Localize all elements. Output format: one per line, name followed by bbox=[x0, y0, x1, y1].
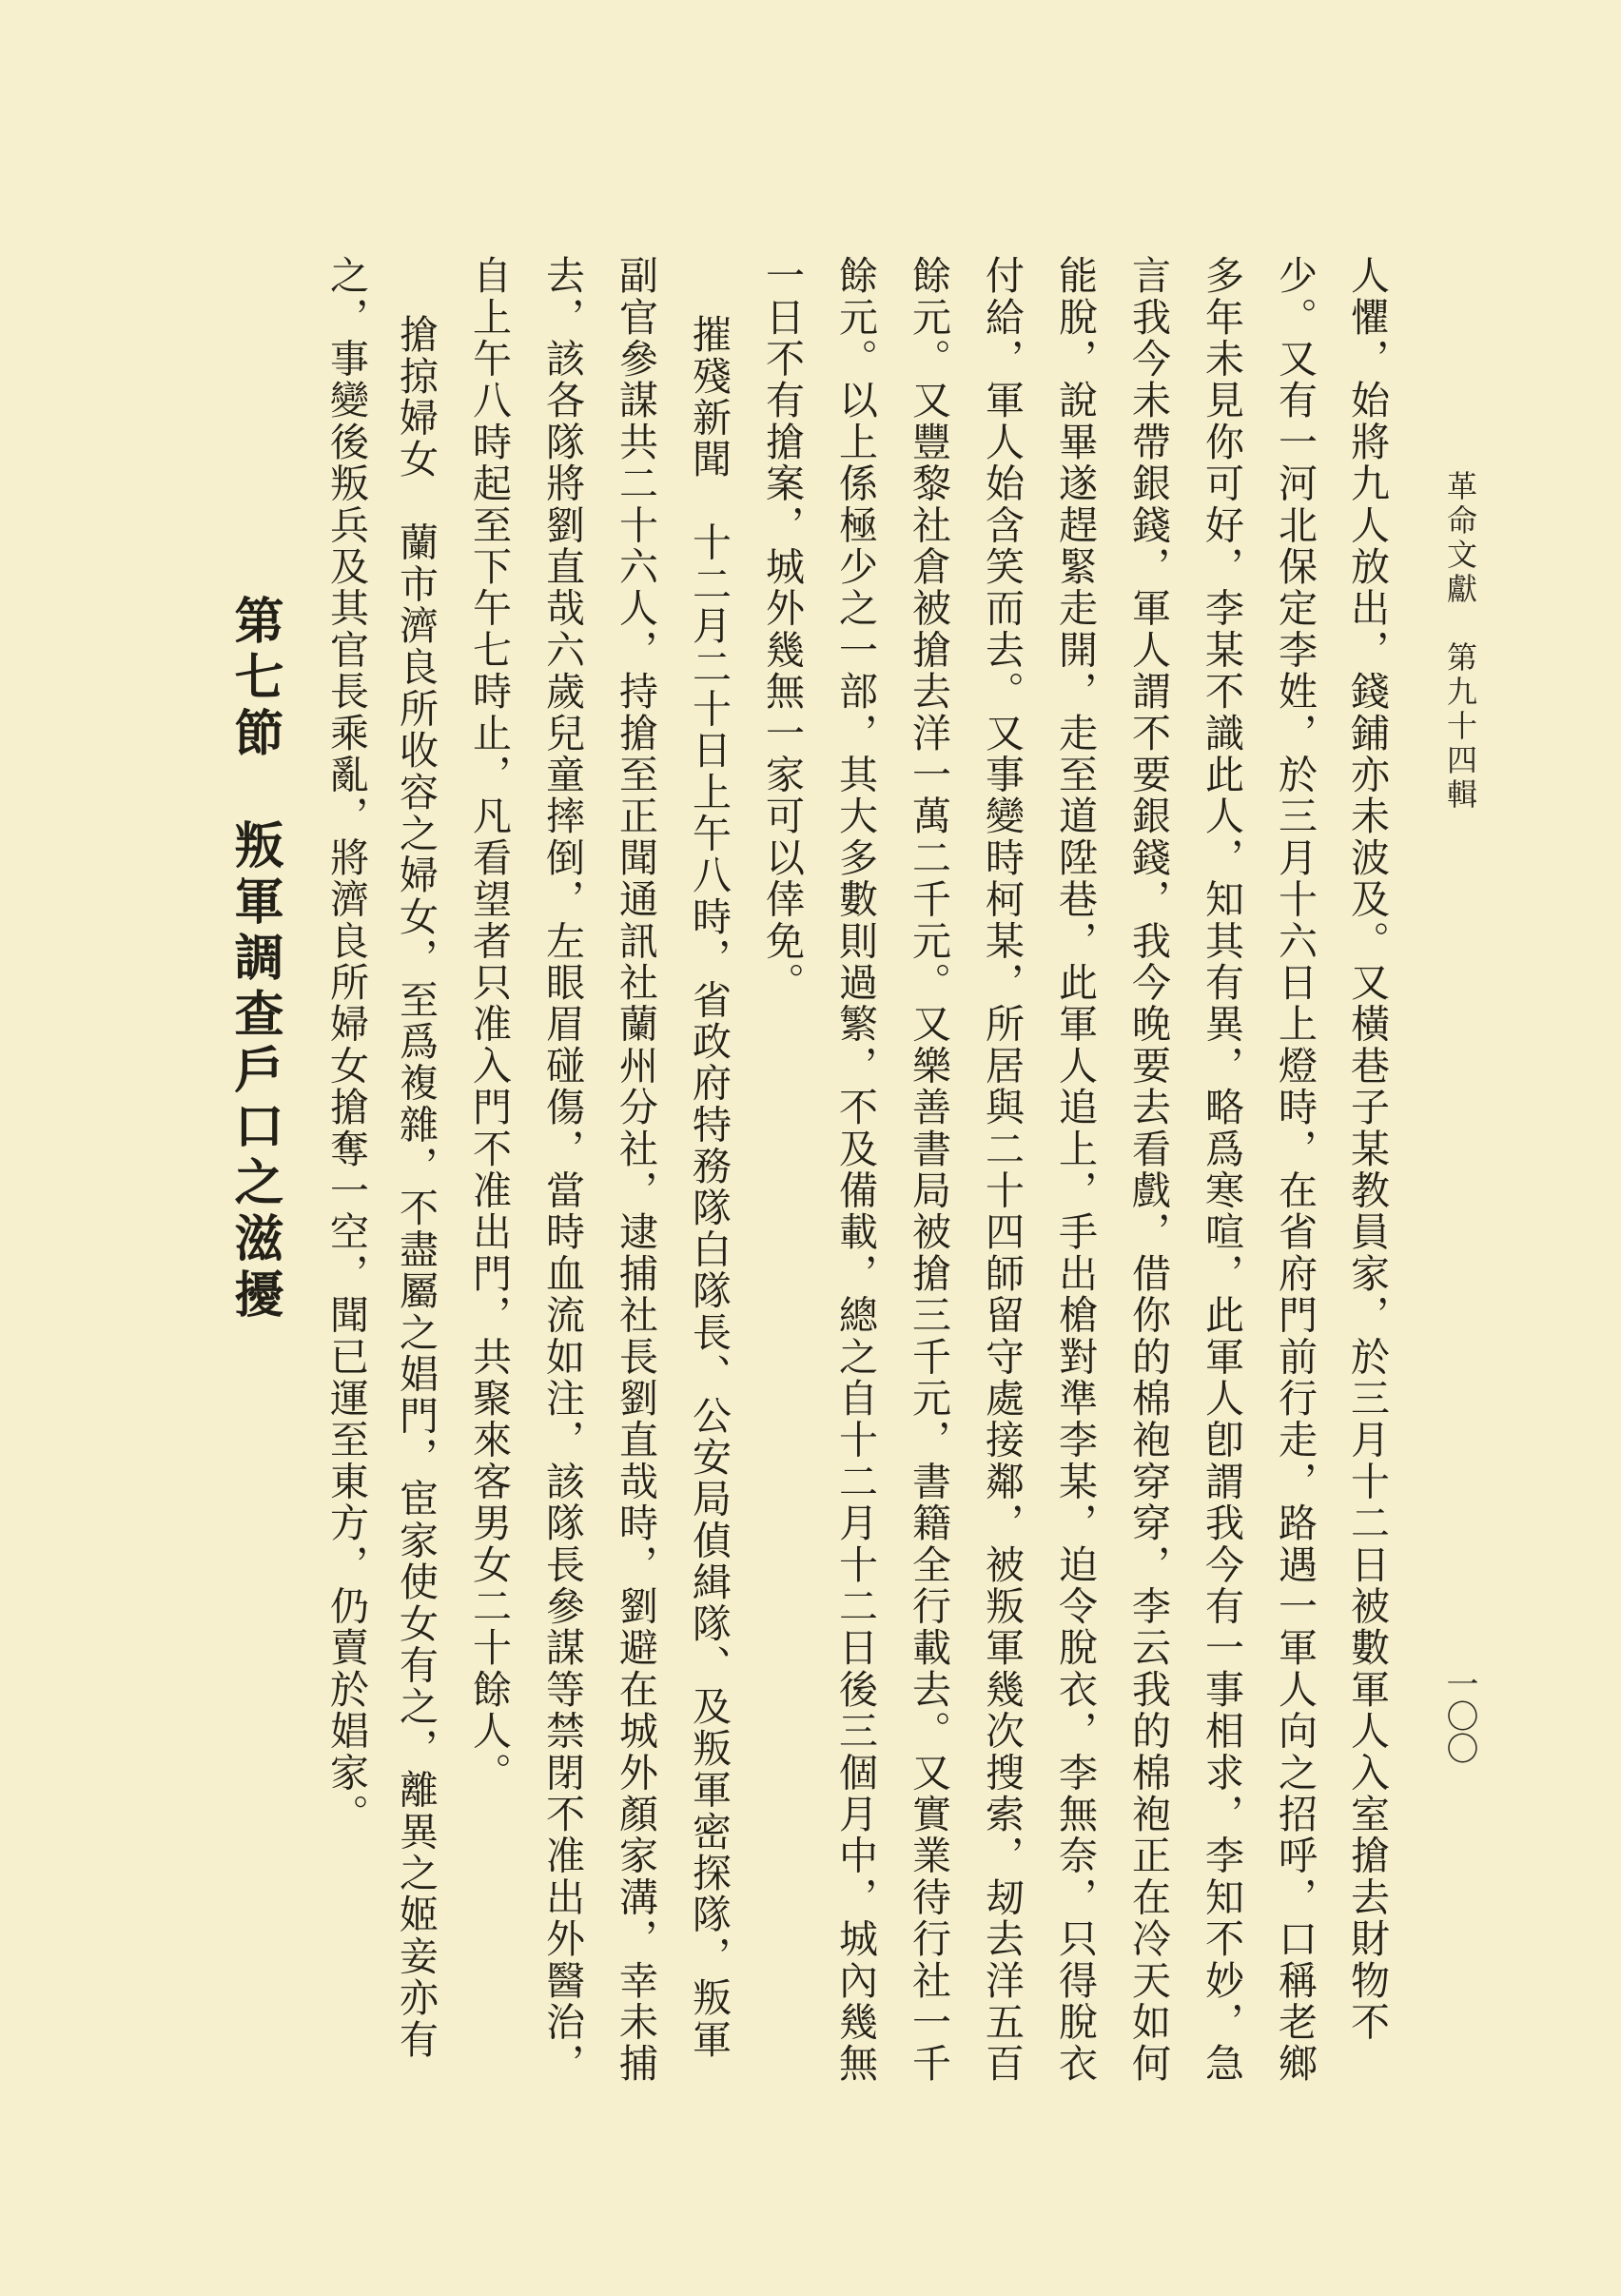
paragraph-start-column: 搶掠婦女 蘭市濟良所收容之婦女，至爲複雜，不盡屬之娼門，宦家使女有之，離異之姬妾亦有 bbox=[393, 314, 439, 2061]
text-column: 之，事變後叛兵及其官長乘亂，將濟良所婦女搶奪一空，聞已運至東方，仍賣於娼家。 bbox=[323, 255, 369, 1835]
text-column: 一日不有搶案，城外幾無一家可以倖免。 bbox=[759, 255, 805, 1004]
paragraph-start-column: 摧殘新聞 十二月二十日上午八時，省政府特務隊白隊長、公安局偵緝隊、及叛軍密探隊，叛軍 bbox=[686, 314, 732, 2061]
text-column: 人懼，始將九人放出，錢鋪亦未波及。又橫巷子某教員家，於三月十二日被數軍人入室搶去財物不 bbox=[1344, 255, 1390, 2044]
text-column: 多年未見你可好，李某不識此人，知其有異，略爲寒喧，此軍人卽謂我今有一事相求，李知不妙，急 bbox=[1199, 255, 1244, 2085]
page-number: 一〇〇 bbox=[1440, 1667, 1478, 1764]
text-column: 餘元。以上係極少之一部，其大多數則過繁，不及備載，總之自十二月十二日後三個月中，城內幾無 bbox=[832, 255, 878, 2085]
text-column: 付給，軍人始含笑而去。又事變時柯某，所居與二十四師留守處接鄰，被叛軍幾次搜索，刼去洋五百 bbox=[979, 255, 1025, 2085]
section-heading: 第七節 叛軍調查戶口之滋擾 bbox=[225, 595, 283, 1325]
text-column: 自上午八時起至下午七時止，凡看望者只准入門不准出門，共聚來客男女二十餘人。 bbox=[466, 255, 512, 1794]
text-column: 副官參謀共二十六人，持搶至正聞通訊社蘭州分社，逮捕社長劉直哉時，劉避在城外顏家溝，幸未捕 bbox=[613, 255, 658, 2085]
running-header: 革命文獻 第九十四輯 bbox=[1442, 470, 1478, 813]
text-column: 餘元。又豐黎社倉被搶去洋一萬二千元。又樂善書局被搶三千元，書籍全行載去。又實業待行社一千 bbox=[906, 255, 951, 2085]
text-column: 能脫，說畢遂趕緊走開，走至道陞巷，此軍人追上，手出槍對準李某，迫令脫衣，李無奈，只得脫衣 bbox=[1052, 255, 1098, 2085]
text-column: 去，該各隊將劉直哉六歲兒童摔倒，左眼眉碰傷，當時血流如注，該隊長參謀等禁閉不准出外醫治， bbox=[539, 255, 585, 2085]
text-column: 言我今未帶銀錢，軍人謂不要銀錢，我今晚要去看戲，借你的棉袍穿穿，李云我的棉袍正在冷天如何 bbox=[1125, 255, 1171, 2085]
text-column: 少。又有一河北保定李姓，於三月十六日上燈時，在省府門前行走，路遇一軍人向之招呼，口稱老鄉 bbox=[1272, 255, 1318, 2085]
